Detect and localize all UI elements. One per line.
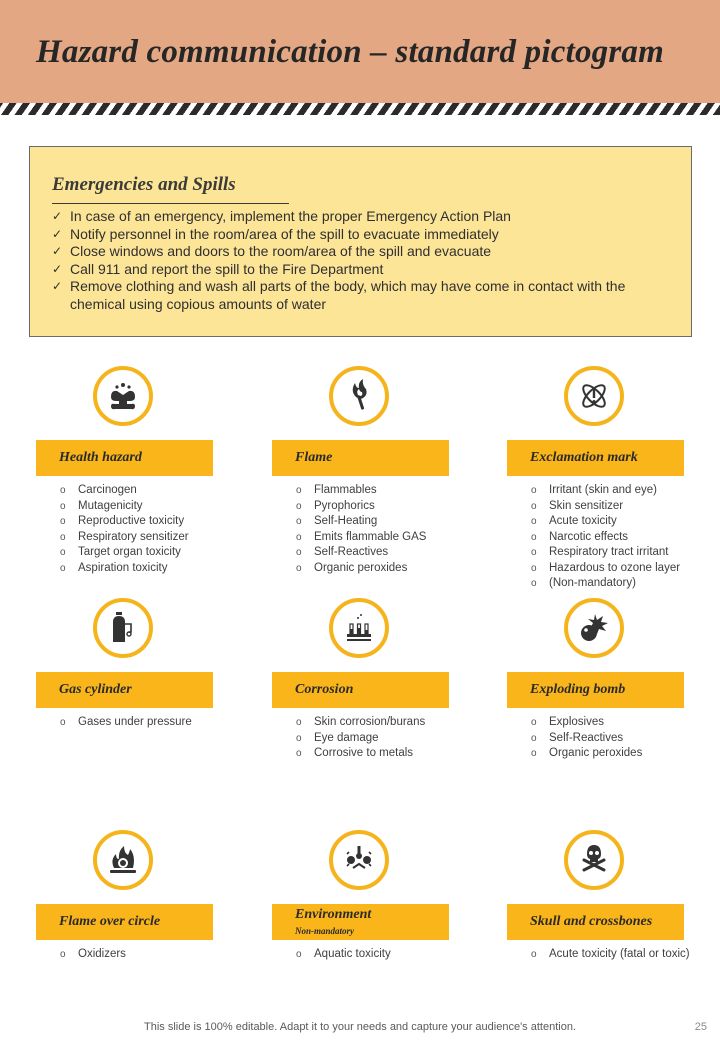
list-item: o Skin corrosion/burans [296, 715, 425, 731]
hazard-list [60, 483, 189, 576]
list-item: o Gases under pressure [60, 715, 192, 731]
exclamation-mark-icon [564, 366, 624, 426]
list-item: o Mutagenicity [60, 499, 189, 515]
gas-cylinder-icon [93, 598, 153, 658]
list-item: o Self-Reactives [531, 731, 642, 747]
pictogram-title: Flame [295, 450, 333, 465]
hazard-list [296, 483, 426, 576]
list-item: o Self-Reactives [296, 545, 426, 561]
list-item: o Carcinogen [60, 483, 189, 499]
list-item: o Aquatic toxicity [296, 947, 391, 963]
pictogram-label-band [36, 672, 213, 708]
hazard-list [60, 947, 126, 963]
pictogram-label-band [507, 672, 684, 708]
pictogram-label-band [272, 904, 449, 940]
list-item: o Oxidizers [60, 947, 126, 963]
pictogram-title: Flame over circle [59, 914, 161, 929]
list-item: o Flammables [296, 483, 426, 499]
list-item: o Target organ toxicity [60, 545, 189, 561]
health-hazard-icon [93, 366, 153, 426]
list-item: o Acute toxicity [531, 514, 680, 530]
list-item: o Hazardous to ozone layer [531, 561, 680, 577]
page-title: Hazard communication – standard pictogram [36, 34, 664, 70]
footer-note: This slide is 100% editable. Adapt it to your needs and capture your audience's attention. [144, 1021, 576, 1033]
list-item: o Aspiration toxicity [60, 561, 189, 577]
hazard-list [296, 947, 391, 963]
list-item: o Skin sensitizer [531, 499, 680, 515]
pictogram-label-band [507, 440, 684, 476]
hazard-stripe [0, 103, 720, 115]
checkmark-icon: ✓ [52, 226, 63, 241]
emergency-item: ✓ Notify personnel in the room/area of the spill to evacuate immediately [52, 225, 499, 242]
list-item: o Organic peroxides [531, 746, 642, 762]
checkmark-icon: ✓ [52, 209, 63, 223]
pictogram-title: Exclamation mark [530, 450, 638, 465]
list-item: o Narcotic effects [531, 530, 680, 546]
list-item: o Irritant (skin and eye) [531, 483, 680, 499]
skull-and-crossbones-icon [564, 830, 624, 890]
pictogram-title: Health hazard [59, 450, 142, 465]
flame-over-circle-icon [93, 830, 153, 890]
emergency-item: ✓ In case of an emergency, implement the proper Emergency Action Plan [52, 208, 511, 224]
list-item: o Respiratory tract irritant [531, 545, 680, 561]
emergency-title: Emergencies and Spills [52, 174, 236, 195]
hazard-list [531, 947, 690, 963]
emergency-title-underline [52, 203, 289, 204]
hazard-list [60, 715, 192, 731]
exploding-bomb-icon [564, 598, 624, 658]
list-item: o Emits flammable GAS [296, 530, 426, 546]
list-item: o Organic peroxides [296, 561, 426, 577]
list-item: o Reproductive toxicity [60, 514, 189, 530]
flame-icon [329, 366, 389, 426]
pictogram-title: Skull and crossbones [530, 914, 653, 929]
emergency-panel [29, 146, 692, 337]
pictogram-title: Exploding bomb [530, 682, 626, 697]
pictogram-title: Gas cylinder [59, 682, 132, 697]
environment-icon [329, 830, 389, 890]
pictogram-label-band [36, 440, 213, 476]
pictogram-subtitle: Non-mandatory [295, 926, 355, 936]
pictogram-label-band [272, 440, 449, 476]
pictogram-label-band [272, 672, 449, 708]
header-banner [0, 0, 720, 103]
emergency-item: ✓ Call 911 and report the spill to the Fire Department [52, 260, 384, 277]
list-item: o (Non-mandatory) [531, 576, 680, 592]
emergency-item: ✓ Close windows and doors to the room/area of the spill and evacuate [52, 243, 492, 259]
page-number: 25 [694, 1021, 707, 1033]
checkmark-icon: ✓ [52, 244, 63, 258]
pictogram-label-band [507, 904, 684, 940]
list-item: o Self-Heating [296, 514, 426, 530]
hazard-list [296, 715, 425, 762]
corrosion-icon [329, 598, 389, 658]
list-item: o Eye damage [296, 731, 425, 747]
hazard-list [531, 715, 642, 762]
list-item: o Acute toxicity (fatal or toxic) [531, 947, 690, 963]
hazard-list [531, 483, 680, 592]
pictogram-label-band [36, 904, 213, 940]
list-item: o Respiratory sensitizer [60, 530, 189, 546]
pictogram-title: Corrosion [295, 682, 354, 697]
emergency-item: ✓ Remove clothing and wash all parts of the body, which may have come in contact with the chemical using copious amounts of water [52, 278, 626, 312]
checkmark-icon: ✓ [52, 261, 63, 276]
list-item: o Explosives [531, 715, 642, 731]
list-item: o Corrosive to metals [296, 746, 425, 762]
checkmark-icon: ✓ [52, 279, 63, 293]
emergency-list [52, 208, 682, 313]
list-item: o Pyrophorics [296, 499, 426, 515]
pictogram-title: Environment [295, 907, 372, 922]
